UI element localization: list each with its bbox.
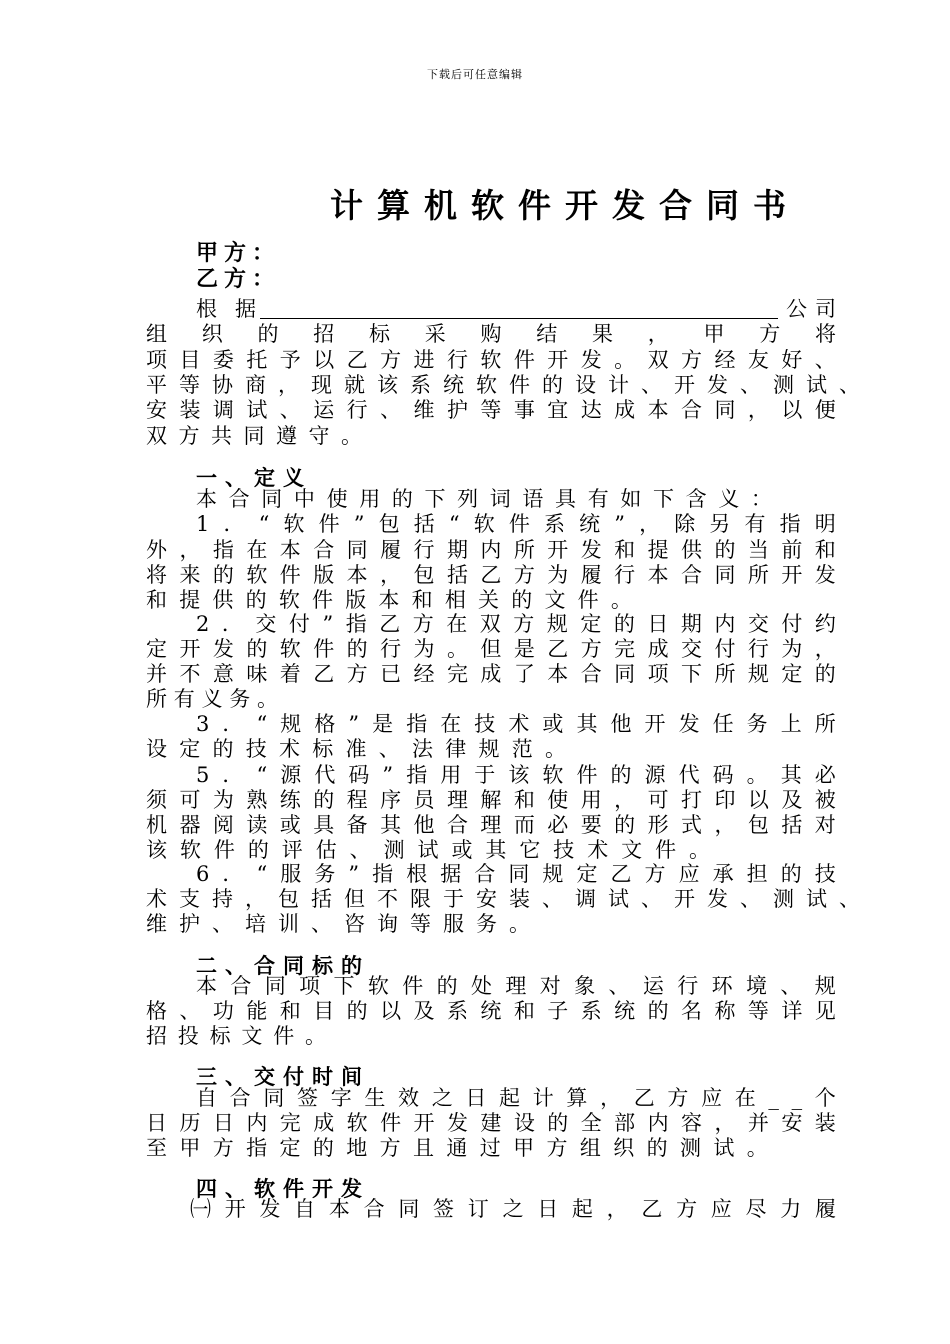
body-line: 并 不 意 味 着 乙 方 已 经 完 成 了 本 合 同 项 下 所 规 定 的: [146, 662, 836, 686]
body-line: 项 目 委 托 予 以 乙 方 进 行 软 件 开 发 。 双 方 经 友 好 、: [146, 348, 836, 372]
party-a-label: 甲方：: [196, 240, 281, 266]
body-line: 将 来 的 软 件 版 本 ， 包 括 乙 方 为 履 行 本 合 同 所 开 发: [146, 563, 836, 587]
body-line: 平 等 协 商 ， 现 就 该 系 统 软 件 的 设 计 、 开 发 、 测 试 、: [146, 373, 860, 397]
body-line: 机 器 阅 读 或 具 备 其 他 合 理 而 必 要 的 形 式 ， 包 括 对: [146, 813, 836, 837]
body-line: 所 有 义 务 。: [146, 687, 278, 711]
body-line: 术 支 持 ， 包 括 但 不 限 于 安 装 、 调 试 、 开 发 、 测 试 、: [146, 887, 860, 911]
body-line: 和 提 供 的 软 件 版 本 和 相 关 的 文 件 。: [146, 588, 632, 612]
body-line: 5 ． “ 源 代 码 ” 指 用 于 该 软 件 的 源 代 码 。 其 必: [196, 763, 836, 787]
document-title: 计算机软件开发合同书: [330, 186, 800, 225]
party-b-label: 乙方：: [196, 266, 281, 292]
section-heading-2: 二、合同标的: [196, 953, 370, 978]
body-line: 根 据: [196, 297, 256, 321]
body-line: 格 、 功 能 和 目 的 以 及 系 统 和 子 系 统 的 名 称 等 详 见: [146, 999, 836, 1023]
body-line: 安 装 调 试 、 运 行 、 维 护 等 事 宜 达 成 本 合 同 ， 以 便: [146, 398, 836, 422]
body-line: 须 可 为 熟 练 的 程 序 员 理 解 和 使 用 ， 可 打 印 以 及 被: [146, 788, 836, 812]
section-heading-1: 一、定义: [196, 465, 312, 490]
body-line: 外 ， 指 在 本 合 同 履 行 期 内 所 开 发 和 提 供 的 当 前 和: [146, 538, 836, 562]
body-line: 6 ． “ 服 务 ” 指 根 据 合 同 规 定 乙 方 应 承 担 的 技: [196, 862, 836, 886]
blank-fill-line: [260, 318, 778, 319]
body-line: 该 软 件 的 评 估 、 测 试 或 其 它 技 术 文 件 。: [146, 838, 710, 862]
body-line: 3 ． “ 规 格 ” 是 指 在 技 术 或 其 他 开 发 任 务 上 所: [196, 712, 836, 736]
body-line: 日 历 日 内 完 成 软 件 开 发 建 设 的 全 部 内 容 ， 并 安 装: [146, 1111, 836, 1135]
body-line: 双 方 共 同 遵 守 。: [146, 424, 362, 448]
body-line: 1 ． “ 软 件 ” 包 括 “ 软 件 系 统 ” ， 除 另 有 指 明: [196, 512, 836, 536]
body-line: 本 合 同 项 下 软 件 的 处 理 对 象 、 运 行 环 境 、 规: [196, 974, 836, 998]
body-line: 设 定 的 技 术 标 准 、 法 律 规 范 。: [146, 737, 566, 761]
body-line: 招 投 标 文 件 。: [146, 1024, 326, 1048]
section-heading-3: 三、交付时间: [196, 1064, 370, 1089]
body-line: 自 合 同 签 字 生 效 之 日 起 计 算 ， 乙 方 应 在 _ _ 个: [196, 1086, 836, 1110]
page-header: 下载后可任意编辑: [427, 68, 523, 81]
body-line: 组 织 的 招 标 采 购 结 果 ， 甲 方 将: [146, 322, 836, 346]
body-line: ㈠ 开 发 自 本 合 同 签 订 之 日 起 ， 乙 方 应 尽 力 履: [190, 1197, 836, 1221]
body-line: 至 甲 方 指 定 的 地 方 且 通 过 甲 方 组 织 的 测 试 。: [146, 1136, 768, 1160]
body-line: 公 司: [786, 297, 836, 321]
body-line: 本 合 同 中 使 用 的 下 列 词 语 具 有 如 下 含 义 ：: [196, 487, 772, 511]
body-line: 维 护 、 培 训 、 咨 询 等 服 务 。: [146, 912, 530, 936]
body-line: 2 ． 交 付 ” 指 乙 方 在 双 方 规 定 的 日 期 内 交 付 约: [196, 612, 836, 636]
body-line: 定 开 发 的 软 件 的 行 为 。 但 是 乙 方 完 成 交 付 行 为 ，: [146, 637, 836, 661]
section-heading-4: 四、软件开发: [196, 1176, 370, 1201]
